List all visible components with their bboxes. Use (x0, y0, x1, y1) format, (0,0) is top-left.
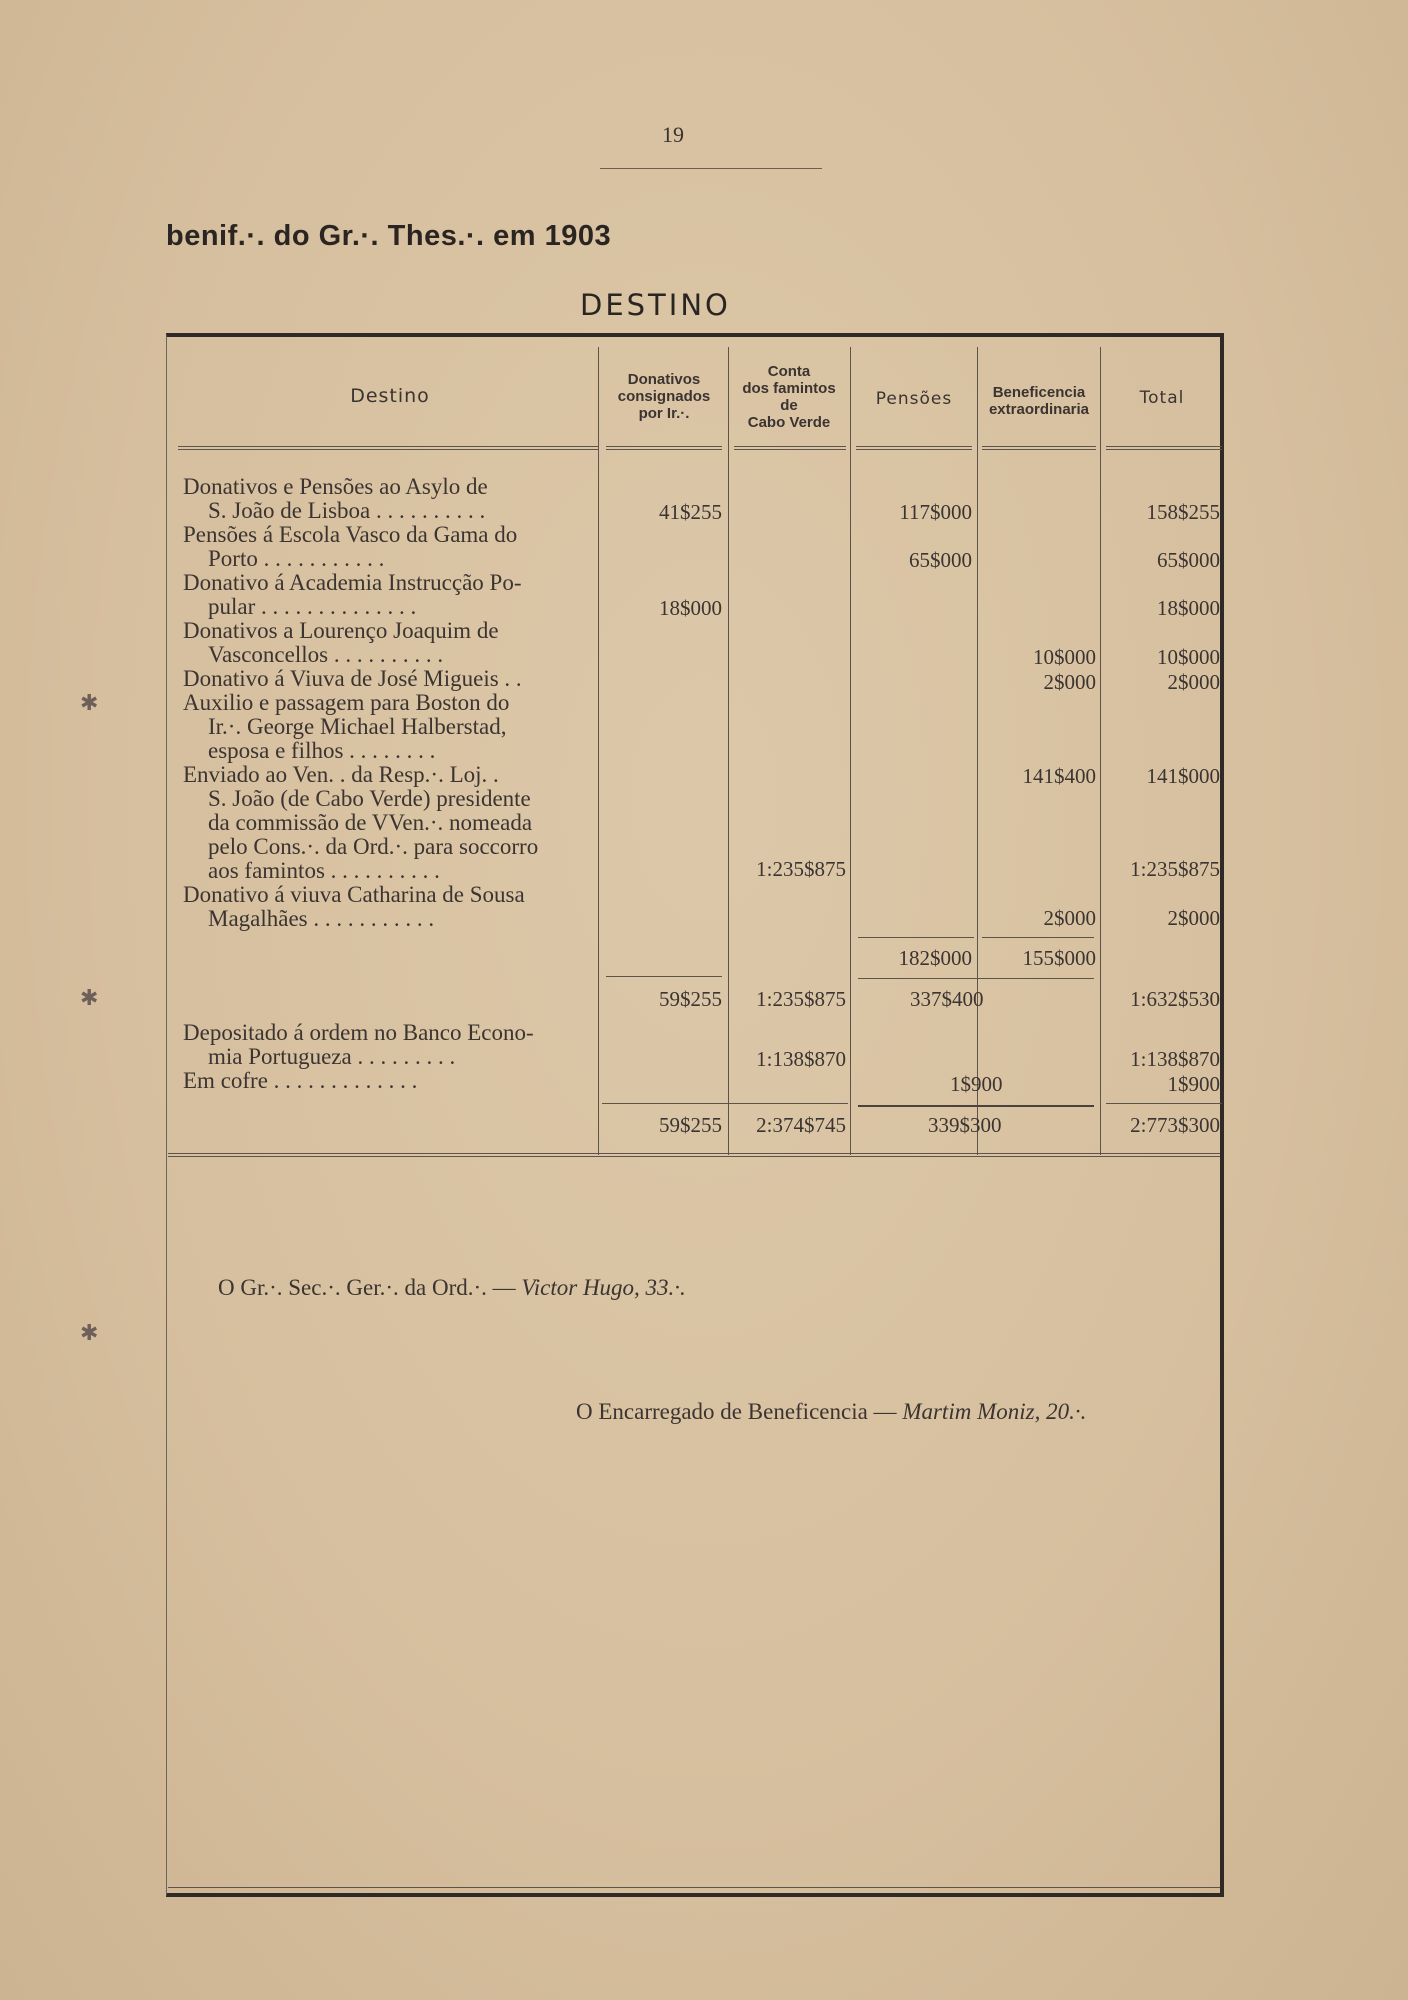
header-underline (606, 446, 722, 450)
grand-total-rule (1106, 1103, 1222, 1104)
header-donativos: Donativos consignados por Ir.·. (617, 371, 711, 422)
description-line: esposa e filhos . . . . . . . . (208, 738, 436, 763)
description-line: Magalhães . . . . . . . . . . . (208, 906, 435, 931)
merge-rule (858, 978, 1094, 979)
beneficencia-value: 10$000 (1033, 645, 1096, 669)
total-grand-total: 2:773$300 (1130, 1113, 1220, 1137)
conta-total: 1:235$875 (756, 987, 846, 1011)
beneficencia-value: 2$000 (1043, 906, 1096, 930)
total-value: 10$000 (1157, 645, 1220, 669)
table-bottom-rule (168, 1153, 1220, 1157)
donativos-value: 18$000 (659, 596, 722, 620)
description-line: Vasconcellos . . . . . . . . . . (208, 642, 444, 667)
beneficencia-value: 141$400 (1022, 764, 1096, 788)
description-line: pular . . . . . . . . . . . . . . (208, 594, 417, 619)
donativos-value: 41$255 (659, 500, 722, 524)
header-pensoes: Pensões (875, 389, 953, 409)
total-value: 18$000 (1157, 596, 1220, 620)
description-line: Enviado ao Ven. . da Resp.·. Loj. . (183, 762, 499, 787)
section-subtitle: DESTINO (580, 288, 731, 322)
conta-grand-total: 2:374$745 (756, 1113, 846, 1137)
description-line: Donativo á viuva Catharina de Sousa (183, 882, 525, 907)
total-value: 1$900 (1167, 1072, 1220, 1096)
description-line: Donativos a Lourenço Joaquim de (183, 618, 499, 643)
donativos-grand-total: 59$255 (659, 1113, 722, 1137)
conta-value: 1:235$875 (756, 857, 846, 881)
description-line: Ir.·. George Michael Halberstad, (208, 714, 507, 739)
header-destino: Destino (350, 385, 430, 407)
column-rule (598, 347, 599, 1155)
beneficence-signature: O Encarregado de Beneficencia — Martim Moniz, 20.·. (576, 1399, 1087, 1424)
pensoes-beneficencia-total: 337$400 (910, 987, 984, 1011)
grand-total-rule (858, 1105, 1094, 1107)
column-rule (1100, 347, 1101, 1155)
description-line: Donativo á Academia Instrucção Po- (183, 570, 522, 595)
subtotal-rule (858, 937, 974, 938)
page-number: 19 (662, 122, 684, 147)
description-line: Depositado á ordem no Banco Econo- (183, 1020, 534, 1045)
total-value: 1:235$875 (1130, 857, 1220, 881)
total-total: 1:632$530 (1130, 987, 1220, 1011)
column-rule (850, 347, 851, 1155)
description-line: da commissão de VVen.·. nomeada (208, 810, 533, 835)
conta-value: 1:138$870 (756, 1047, 846, 1071)
description-line: aos famintos . . . . . . . . . . (208, 858, 440, 883)
header-conta: Conta dos famintos de Cabo Verde (742, 363, 836, 431)
description-line: Auxilio e passagem para Boston do (183, 690, 510, 715)
beneficencia-subtotal: 155$000 (1022, 946, 1096, 970)
description-line: Donativos e Pensões ao Asylo de (183, 474, 488, 499)
donativos-total: 59$255 (659, 987, 722, 1011)
pensoes-value: 117$000 (899, 500, 972, 524)
totals-rule (606, 976, 722, 977)
secretary-signature: O Gr.·. Sec.·. Ger.·. da Ord.·. — Victor Hugo, 33.·. (218, 1275, 686, 1300)
total-value: 65$000 (1157, 548, 1220, 572)
binding-hole-icon: ✱ (80, 985, 99, 1010)
description-line: Em cofre . . . . . . . . . . . . . (183, 1068, 418, 1093)
description-line: pelo Cons.·. da Ord.·. para soccorro (208, 834, 539, 859)
description-line: S. João (de Cabo Verde) presidente (208, 786, 531, 811)
total-value: 1:138$870 (1130, 1047, 1220, 1071)
column-rule (977, 347, 978, 1155)
pensoes-value: 65$000 (909, 548, 972, 572)
description-line: Porto . . . . . . . . . . . (208, 546, 385, 571)
pensoes-beneficencia-value: 1$900 (950, 1072, 1003, 1096)
header-underline (178, 446, 598, 450)
total-value: 2$000 (1167, 670, 1220, 694)
header-underline (856, 446, 972, 450)
header-rule (600, 168, 822, 169)
page-title: benif.·. do Gr.·. Thes.·. em 1903 (166, 220, 612, 252)
binding-hole-icon: ✱ (80, 690, 99, 715)
total-value: 141$000 (1146, 764, 1220, 788)
grand-total-rule (602, 1103, 848, 1104)
binding-hole-icon: ✱ (80, 1320, 99, 1345)
header-underline (982, 446, 1096, 450)
description-line: Pensões á Escola Vasco da Gama do (183, 522, 518, 547)
total-value: 2$000 (1167, 906, 1220, 930)
pensoes-beneficencia-grand-total: 339$300 (928, 1113, 1002, 1137)
header-beneficencia: Beneficencia extraordinaria (988, 384, 1090, 418)
header-underline (734, 446, 846, 450)
column-rule (728, 347, 729, 1155)
header-underline (1106, 446, 1222, 450)
beneficencia-value: 2$000 (1043, 670, 1096, 694)
total-value: 158$255 (1146, 500, 1220, 524)
pensoes-subtotal: 182$000 (898, 946, 972, 970)
description-line: mia Portugueza . . . . . . . . . (208, 1044, 456, 1069)
description-line: S. João de Lisboa . . . . . . . . . . (208, 498, 486, 523)
header-total: Total (1139, 388, 1185, 408)
description-line: Donativo á Viuva de José Migueis . . (183, 666, 522, 691)
frame-inner-bottom-rule (168, 1887, 1220, 1888)
subtotal-rule (982, 937, 1094, 938)
